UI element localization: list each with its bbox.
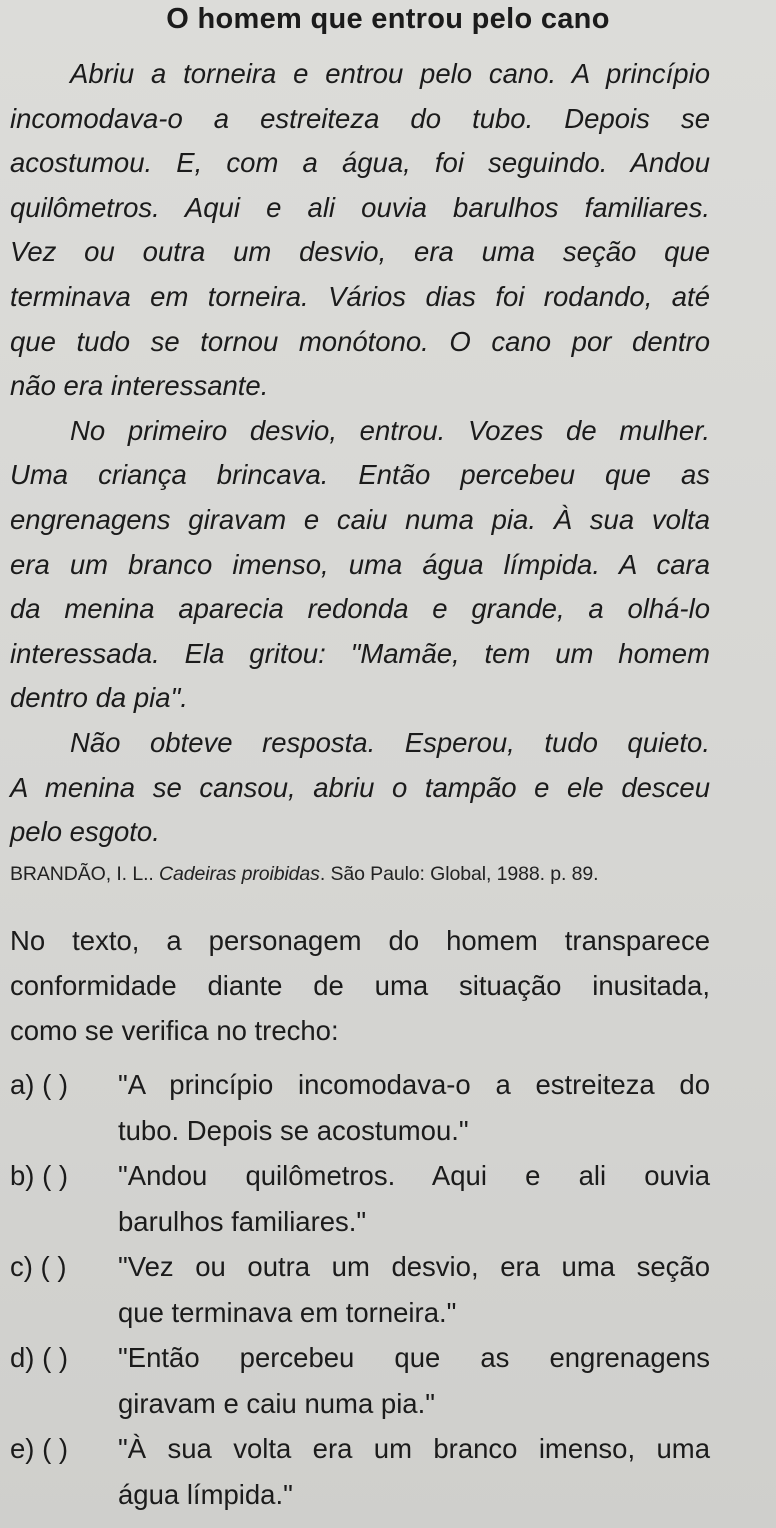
citation-details: . São Paulo: Global, 1988. p. 89. bbox=[319, 863, 599, 885]
question-line: No texto, a personagem do homem transparece bbox=[10, 925, 710, 956]
story-line: A menina se cansou, abriu o tampão e ele desceu bbox=[10, 771, 710, 803]
option-checkbox[interactable]: e) ( ) bbox=[10, 1433, 69, 1464]
story-line: quilômetros. Aqui e ali ouvia barulhos familiares. bbox=[10, 191, 710, 223]
question-prompt bbox=[10, 918, 710, 1053]
question-line: conformidade diante de uma situação inusitada, bbox=[10, 970, 710, 1001]
source-citation bbox=[10, 860, 766, 888]
option-text-cont: barulhos familiares." bbox=[118, 1205, 367, 1237]
option-a[interactable] bbox=[10, 1062, 710, 1153]
story-line: Abriu a torneira e entrou pelo cano. A princípio bbox=[70, 58, 710, 89]
option-text-cont: tubo. Depois se acostumou." bbox=[118, 1114, 469, 1146]
option-text: "À sua volta era um branco imenso, uma bbox=[118, 1433, 710, 1464]
option-c[interactable] bbox=[10, 1244, 710, 1335]
option-text: "Então percebeu que as engrenagens bbox=[118, 1342, 710, 1373]
option-checkbox[interactable]: b) ( ) bbox=[10, 1160, 69, 1191]
option-checkbox[interactable]: d) ( ) bbox=[10, 1342, 69, 1373]
option-d[interactable] bbox=[10, 1335, 710, 1426]
story-line: Vez ou outra um desvio, era uma seção que bbox=[10, 236, 710, 268]
citation-book: Cadeiras proibidas bbox=[159, 863, 320, 885]
option-e[interactable] bbox=[10, 1426, 710, 1517]
story-line: Não obteve resposta. Esperou, tudo quieto. bbox=[70, 726, 710, 758]
option-checkbox[interactable]: c) ( ) bbox=[10, 1251, 67, 1282]
story-text bbox=[10, 52, 710, 855]
story-line: incomodava-o a estreiteza do tubo. Depois se bbox=[10, 102, 710, 134]
option-text: "A princípio incomodava-o a estreiteza do bbox=[118, 1069, 710, 1100]
story-line: Uma criança brincava. Então percebeu que as bbox=[10, 459, 710, 491]
option-b[interactable] bbox=[10, 1153, 710, 1244]
option-checkbox[interactable]: a) ( ) bbox=[10, 1069, 69, 1100]
option-text-cont: que terminava em torneira." bbox=[118, 1296, 457, 1328]
option-text-cont: água límpida." bbox=[118, 1478, 293, 1510]
story-line: engrenagens giravam e caiu numa pia. À sua volta bbox=[10, 503, 710, 535]
story-line: da menina aparecia redonda e grande, a olhá-lo bbox=[10, 593, 710, 625]
story-line: terminava em torneira. Vários dias foi rodando, até bbox=[10, 280, 710, 312]
option-text: "Vez ou outra um desvio, era uma seção bbox=[118, 1251, 710, 1282]
answer-options bbox=[10, 1062, 710, 1517]
citation-author: BRANDÃO, I. L.. bbox=[10, 863, 154, 885]
story-line: era um branco imenso, uma água límpida. A cara bbox=[10, 548, 710, 580]
story-line: pelo esgoto. bbox=[10, 816, 160, 848]
story-line: não era interessante. bbox=[10, 370, 269, 402]
question-line: como se verifica no trecho: bbox=[10, 1015, 339, 1046]
option-text: "Andou quilômetros. Aqui e ali ouvia bbox=[118, 1160, 710, 1191]
option-text-cont: giravam e caiu numa pia." bbox=[118, 1387, 436, 1419]
story-line: interessada. Ela gritou: "Mamãe, tem um homem bbox=[10, 637, 710, 669]
story-line: dentro da pia". bbox=[10, 682, 188, 714]
story-line: No primeiro desvio, entrou. Vozes de mulher. bbox=[70, 414, 710, 446]
story-line: acostumou. E, com a água, foi seguindo. Andou bbox=[10, 147, 710, 179]
story-line: que tudo se tornou monótono. O cano por dentro bbox=[10, 325, 710, 357]
story-title: O homem que entrou pelo cano bbox=[166, 3, 610, 35]
